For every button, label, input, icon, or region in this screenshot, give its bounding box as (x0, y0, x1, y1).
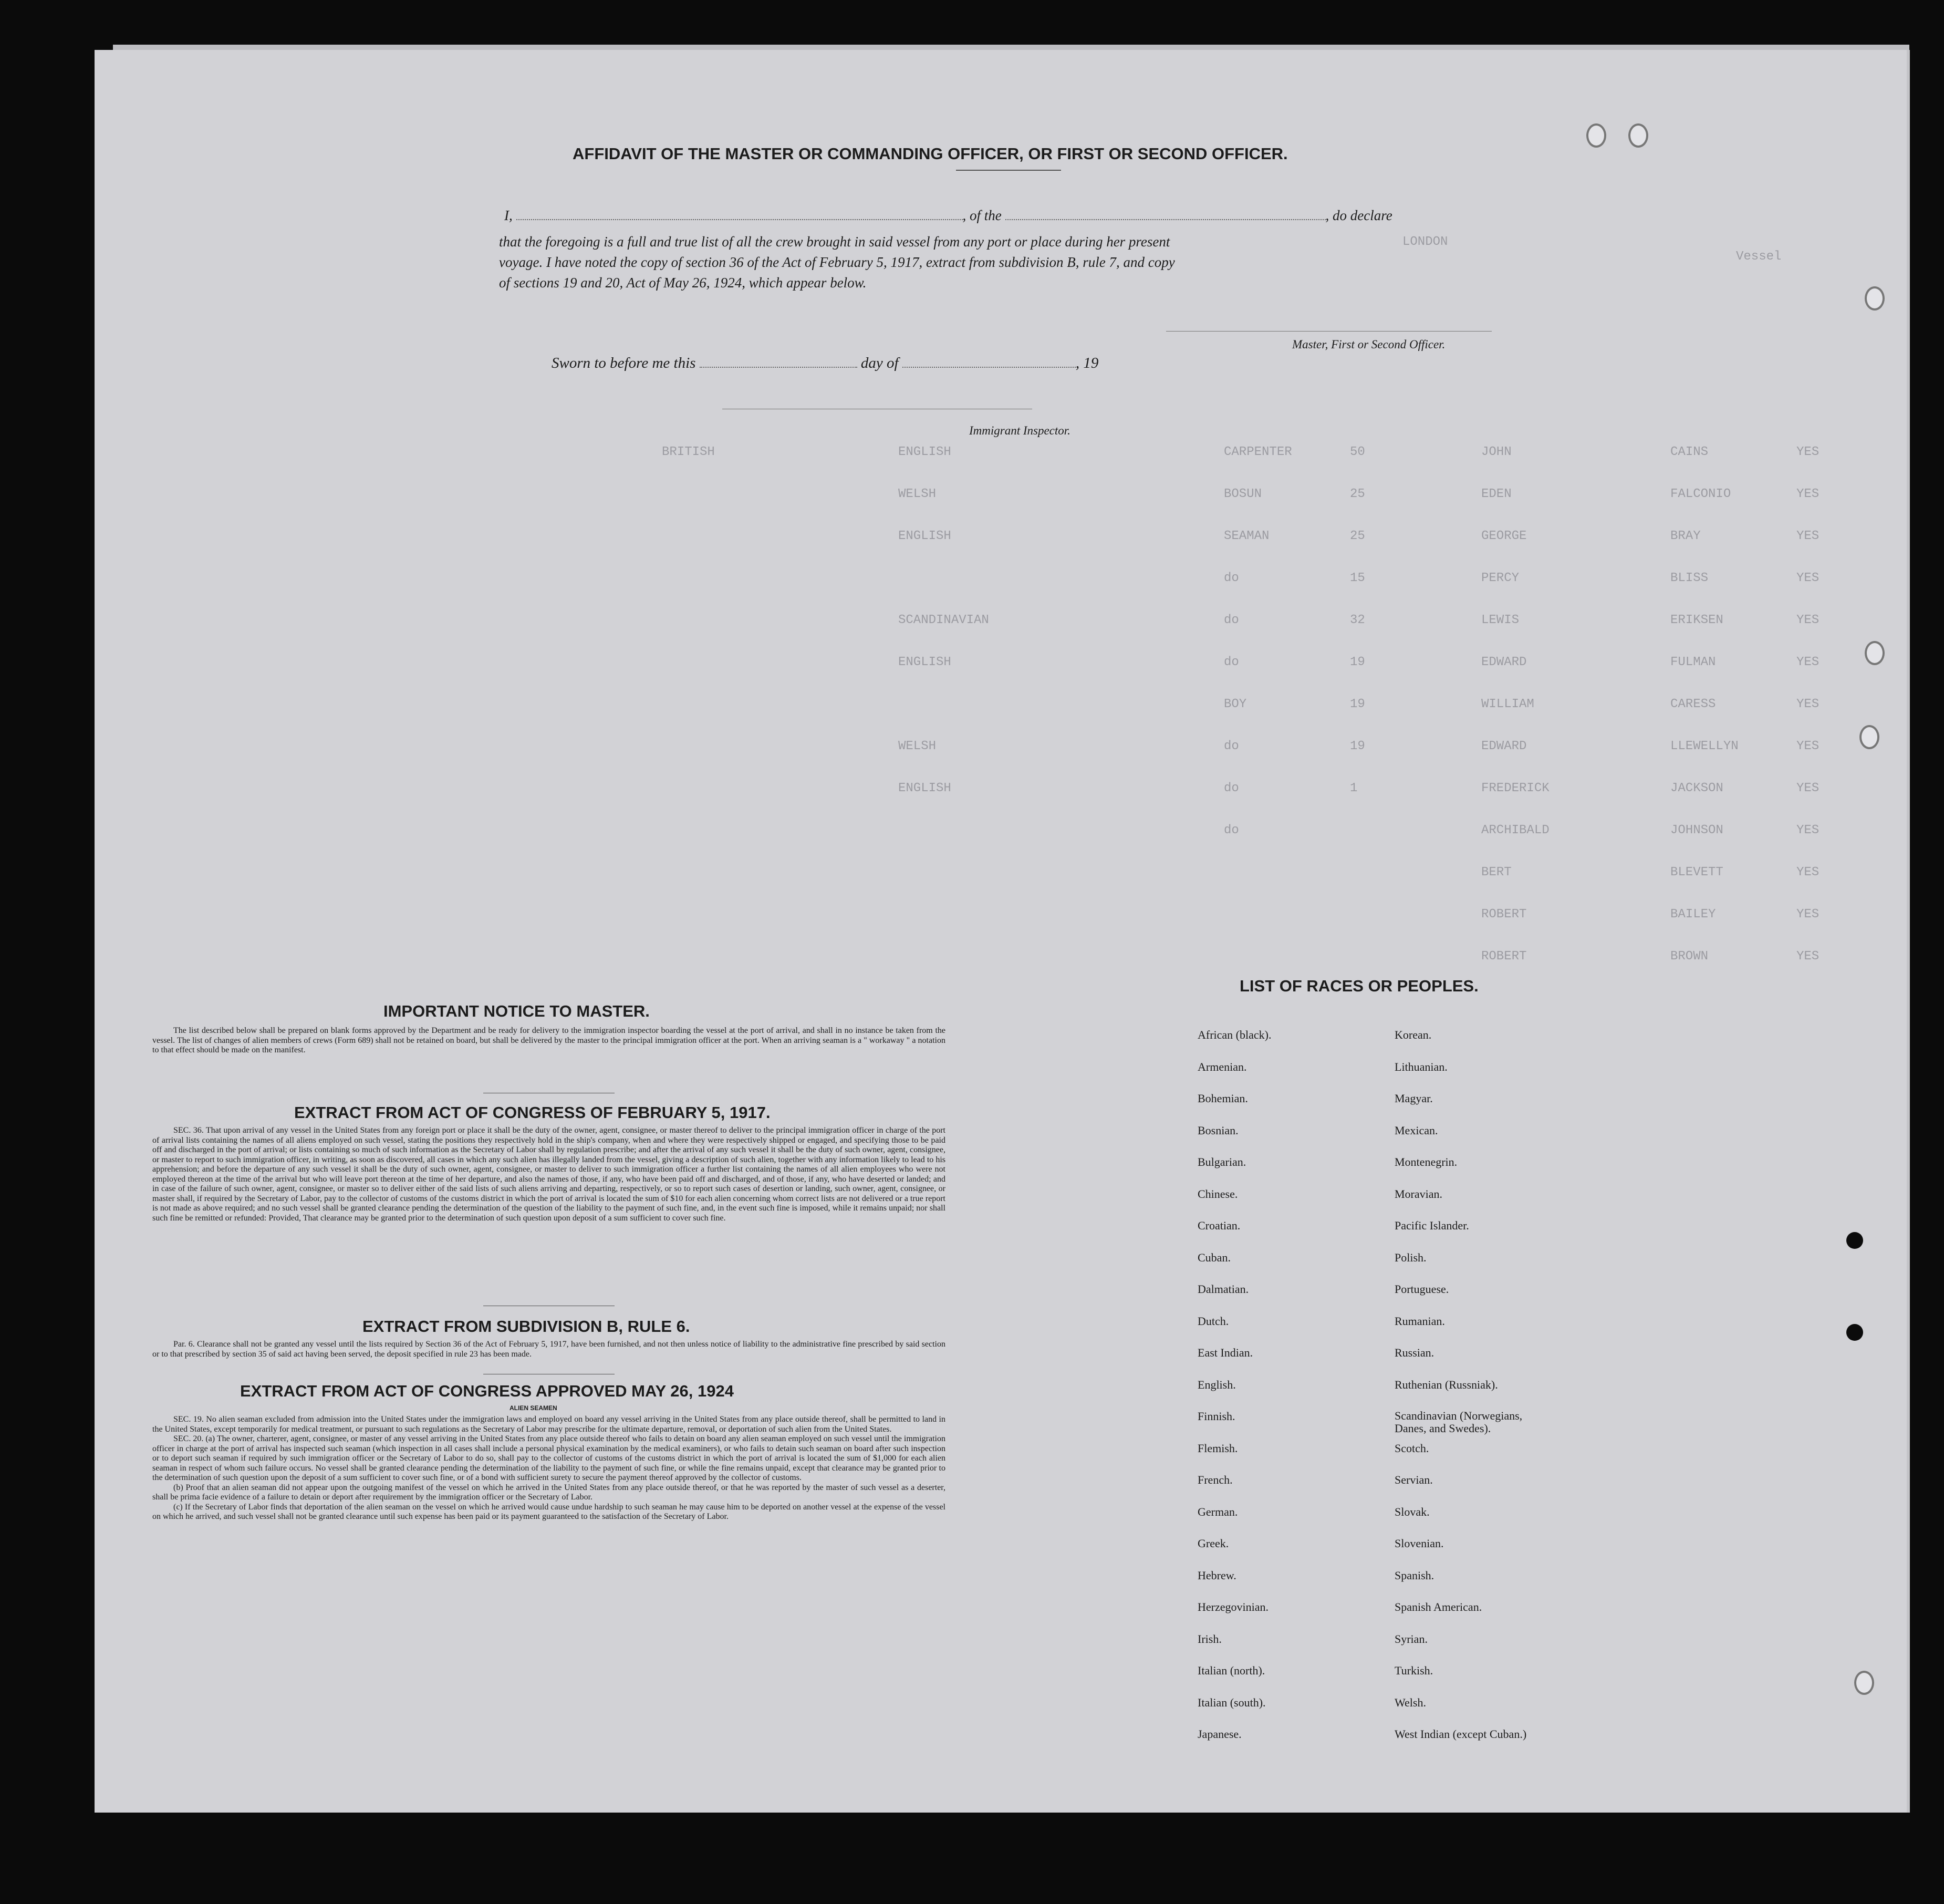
bleed-given: WILLIAM (1481, 697, 1534, 711)
bleed-ans: YES (1796, 823, 1820, 837)
race-item: Spanish. (1395, 1568, 1434, 1582)
affidavit-body (499, 232, 1175, 293)
bleed-surname: JOHNSON (1670, 823, 1723, 837)
bleed-surname: CAINS (1670, 445, 1709, 459)
sec-20c-paragraph: (c) If the Secretary of Labor finds that deportation of the alien seaman on the vessel on which he arrived would cause undue hardship to such seaman he may cause him to be deported on another vessel at the expense of the vessel on which he arrived, and such vessel shall not be granted clearance until such expense has been paid or its payment guaranteed to the satisfaction of the Secretary of Labor. (152, 1502, 945, 1521)
race-item: Cuban. (1198, 1250, 1231, 1264)
race-item: German. (1198, 1505, 1238, 1518)
bleed-surname: BAILEY (1670, 907, 1716, 922)
extract-1917-title: EXTRACT FROM ACT OF CONGRESS OF FEBRUARY 5, 1917. (294, 1103, 771, 1122)
bleed-occupation: do (1224, 823, 1239, 837)
sec-19-paragraph: SEC. 19. No alien seaman excluded from admission into the United States under the immigration laws and employed on board any vessel arriving in the United States from any place outside thereof, shall be permitted to land in the United States, except temporarily for medical treatment, or pursuant to such regulations as the Secretary of Labor may prescribe for the ultimate departure, removal, or deportation of such alien from the United States. (152, 1415, 945, 1434)
bleed-ans: YES (1796, 697, 1820, 711)
i-label: I, (504, 208, 513, 223)
bleed-race: WELSH (898, 739, 937, 753)
race-item: Servian. (1395, 1473, 1433, 1486)
bleed-surname: BROWN (1670, 949, 1709, 964)
title-divider (956, 170, 1061, 171)
bleed-race: ENGLISH (898, 445, 951, 459)
sworn-line (552, 355, 1098, 372)
bleed-race: WELSH (898, 487, 937, 501)
day-of-label: day of (860, 355, 899, 371)
bleed-race: ENGLISH (898, 655, 951, 669)
declaration-line (504, 208, 1392, 224)
notice-title: IMPORTANT NOTICE TO MASTER. (383, 1002, 650, 1020)
bleed-given: EDWARD (1481, 655, 1527, 669)
bleed-ans: YES (1796, 487, 1820, 501)
race-item: Croatian. (1198, 1219, 1241, 1232)
bleed-given: EDEN (1481, 487, 1512, 501)
affidavit-title: AFFIDAVIT OF THE MASTER OR COMMANDING OFFICER, OR FIRST OR SECOND OFFICER. (573, 144, 1288, 163)
bleed-given: ROBERT (1481, 907, 1527, 922)
master-signature-line (1166, 331, 1492, 332)
bleed-given: EDWARD (1481, 739, 1527, 753)
bleed-ans: YES (1796, 571, 1820, 585)
bleed-surname: JACKSON (1670, 781, 1723, 795)
bleed-surname: FALCONIO (1670, 487, 1731, 501)
race-item: Spanish American. (1395, 1600, 1482, 1613)
bleed-age: 19 (1350, 655, 1365, 669)
manifest-page (95, 50, 1910, 1813)
extract-1917-text (152, 1126, 945, 1223)
extract-1917-paragraph: SEC. 36. That upon arrival of any vessel in the United States from any foreign port or place it shall be the duty of the owner, agent, consignee, or master thereof to deliver to the principal immigration officer in charge of the port of arrival lists containing the names of all aliens employed on such vessel, stating the positions they respectively hold in the ship's company, when and where they were respectively shipped or engaged, and specifying those to be paid off and discharged in the port of arrival; or lists containing so much of such information as the Secretary of Labor shall by regulation prescribe; and after the arrival of any such vessel it shall be the duty of such owner, agent, consignee, or master to report to such immigration officer, in writing, as soon as discovered, all cases in which any such alien has illegally landed from the vessel, giving a description of such alien, together with any information likely to lead to his apprehension; and before the departure of any such vessel it shall be the duty of such owner, agent, consignee, or master to deliver to such immigration officer a further list containing the names of all alien employees who were not employed thereon at the time of the arrival but who will leave port thereon at the time of her departure, and also the names of those, if any, who have been paid off and discharged, and of those, if any, who have deserted or landed; and in case of the failure of such owner, agent, consignee, or master so to deliver either of the said lists of such aliens arriving and departing, respectively, or so to report such cases of desertion or landing, such owner, agent, consignee, or master shall, if required by the Secretary of Labor, pay to the collector of customs of the customs district in which the port of arrival is located the sum of $10 for each alien concerning whom correct lists are not delivered or a true report is not made as above required; and no such vessel shall be granted clearance pending the determination of the question of the liability to the payment of such fine, and, in the event such fine is imposed, while it remains unpaid; nor shall such fine be remitted or refunded: Provided, That clearance may be granted prior to the determination of such question upon deposit of a sum sufficient to cover such fine. (152, 1126, 945, 1223)
punch-hole-dark (1846, 1232, 1863, 1249)
race-item: Russian. (1395, 1346, 1434, 1359)
year-label: , 19 (1075, 355, 1099, 371)
bleed-given: GEORGE (1481, 529, 1527, 543)
bleed-surname: BLEVETT (1670, 865, 1723, 879)
bleed-race: ENGLISH (898, 781, 951, 795)
bleed-given: ARCHIBALD (1481, 823, 1550, 837)
race-item: Japanese. (1198, 1727, 1242, 1741)
sworn-month-blank (902, 367, 1076, 368)
race-item: Chinese. (1198, 1187, 1238, 1201)
race-item: Slovenian. (1395, 1537, 1444, 1550)
race-item: Bosnian. (1198, 1123, 1239, 1137)
race-item: Scotch. (1395, 1441, 1429, 1455)
notice-paragraph: The list described below shall be prepared on blank forms approved by the Department and be ready for delivery to the immigration inspector boarding the vessel at the port of arrival, and shall in no instance be taken from the vessel. The list of changes of alien members of crews (Form 689) shall not be retained on board, but shall be delivered by the master to the principal immigration officer at the port. When an arriving seaman is a " workaway " a notation to that effect should be made on the manifest. (152, 1026, 945, 1054)
punch-hole (1628, 123, 1648, 148)
bleed-occupation: do (1224, 781, 1239, 795)
bleed-ans: YES (1796, 613, 1820, 627)
notice-text (152, 1026, 945, 1056)
punch-hole (1865, 641, 1885, 665)
race-item: Lithuanian. (1395, 1060, 1448, 1073)
race-item: Korean. (1395, 1028, 1432, 1041)
bleed-ans: YES (1796, 655, 1820, 669)
bleed-surname: FULMAN (1670, 655, 1716, 669)
affidavit-body-line-3: of sections 19 and 20, Act of May 26, 1924, which appear below. (499, 275, 867, 291)
race-item: Irish. (1198, 1632, 1222, 1646)
bleed-ans: YES (1796, 865, 1820, 879)
bleed-surname: CARESS (1670, 697, 1716, 711)
race-item: Syrian. (1395, 1632, 1428, 1646)
bleed-occupation: SEAMAN (1224, 529, 1270, 543)
race-item: Scandinavian (Norwegians, Danes, and Swedes). (1395, 1409, 1523, 1435)
bleed-given: LEWIS (1481, 613, 1520, 627)
bleed-occupation: do (1224, 739, 1239, 753)
race-item: Ruthenian (Russniak). (1395, 1378, 1498, 1391)
alien-seamen-subtitle: ALIEN SEAMEN (510, 1404, 557, 1412)
extract-1924-title: EXTRACT FROM ACT OF CONGRESS APPROVED MAY 26, 1924 (240, 1382, 734, 1400)
race-item: Bulgarian. (1198, 1155, 1246, 1168)
bleed-age: 32 (1350, 613, 1365, 627)
race-item: Slovak. (1395, 1505, 1430, 1518)
bleed-race: SCANDINAVIAN (898, 613, 989, 627)
bleed-occupation: BOY (1224, 697, 1247, 711)
race-item: Bohemian. (1198, 1092, 1248, 1105)
race-item: Turkish. (1395, 1664, 1433, 1677)
bleed-given: ROBERT (1481, 949, 1527, 964)
bleed-surname: BLISS (1670, 571, 1709, 585)
bleed-ans: YES (1796, 529, 1820, 543)
sec-20a-paragraph: SEC. 20. (a) The owner, charterer, agent, consignee, or master of any vessel arriving in the United States from any place outside thereof who fails to detain on board any alien seaman employed on such vessel until the immigration officer in charge at the port of arrival has inspected such seaman (which inspection in all cases shall include a personal physical examination by the medical examiners), or who fails to detain such seaman on board after such inspection or to deport such seaman if required by such immigration officer or the Secretary of Labor to do so, shall pay to the collector of customs of the customs district in which the port of arrival is located the sum of $1,000 for each alien seaman in respect of whom such failure occurs. No vessel shall be granted clearance pending the determination of the liability to the payment of such fine, or while the fine remains unpaid, except that clearance may be granted prior to the determination of such question upon the deposit of a sum sufficient to cover such fine, or of a bond with sufficient surety to secure the payment thereof approved by the collector of customs. (152, 1434, 945, 1482)
bleed-age: 19 (1350, 739, 1365, 753)
punch-hole (1865, 286, 1885, 311)
bleed-ans: YES (1796, 949, 1820, 964)
race-item: Montenegrin. (1395, 1155, 1458, 1168)
punch-hole (1854, 1671, 1874, 1695)
race-item: African (black). (1198, 1028, 1272, 1041)
punch-hole (1859, 725, 1879, 749)
race-item: Dutch. (1198, 1314, 1229, 1328)
bleed-surname: LLEWELLYN (1670, 739, 1739, 753)
bleed-ans: YES (1796, 907, 1820, 922)
inspector-label: Immigrant Inspector. (969, 424, 1070, 437)
bleed-occupation: do (1224, 571, 1239, 585)
bleed-occupation: BOSUN (1224, 487, 1262, 501)
bleed-age: 50 (1350, 445, 1365, 459)
master-signature-label: Master, First or Second Officer. (1292, 338, 1446, 351)
bleed-given: FREDERICK (1481, 781, 1550, 795)
bleed-age: 25 (1350, 487, 1365, 501)
bleed-age: 1 (1350, 781, 1358, 795)
bleed-given: PERCY (1481, 571, 1520, 585)
race-item: Italian (north). (1198, 1664, 1265, 1677)
bleed-age: 25 (1350, 529, 1365, 543)
punch-hole-dark (1846, 1324, 1863, 1341)
bleed-ans: YES (1796, 781, 1820, 795)
bleed-given: JOHN (1481, 445, 1512, 459)
of-the-label: , of the (962, 208, 1002, 223)
race-item: Mexican. (1395, 1123, 1438, 1137)
race-item: East Indian. (1198, 1346, 1253, 1359)
race-item: Herzegovinian. (1198, 1600, 1269, 1613)
rule-6-text (152, 1340, 945, 1359)
race-item: Hebrew. (1198, 1568, 1236, 1582)
bleed-vessel-header: Vessel (1736, 250, 1782, 264)
bleed-occupation: do (1224, 613, 1239, 627)
extract-1924-text (152, 1415, 945, 1522)
race-item: Magyar. (1395, 1092, 1433, 1105)
race-item: English. (1198, 1378, 1236, 1391)
bleed-surname: ERIKSEN (1670, 613, 1723, 627)
bleed-age: 19 (1350, 697, 1365, 711)
race-item: Polish. (1395, 1250, 1427, 1264)
race-item: Flemish. (1198, 1441, 1238, 1455)
race-item: Welsh. (1395, 1695, 1426, 1709)
bleed-occupation: do (1224, 655, 1239, 669)
bleed-race: ENGLISH (898, 529, 951, 543)
bleed-ans: YES (1796, 739, 1820, 753)
race-item: French. (1198, 1473, 1233, 1486)
bleed-port: LONDON (1402, 235, 1448, 249)
race-item: Dalmatian. (1198, 1282, 1249, 1296)
sec-20b-paragraph: (b) Proof that an alien seaman did not appear upon the outgoing manifest of the vessel on which he arrived in the United States from any place outside thereof, or that he was reported by the master of such vessel as a deserter, shall be prima facie evidence of a failure to detain or deport after requirement by the immigration officer or the Secretary of Labor. (152, 1483, 945, 1502)
bleed-age: 15 (1350, 571, 1365, 585)
bleed-surname: BRAY (1670, 529, 1701, 543)
bleed-occupation: CARPENTER (1224, 445, 1292, 459)
vessel-blank (1005, 219, 1326, 220)
race-item: Portuguese. (1395, 1282, 1449, 1296)
affidavit-body-line-2: voyage. I have noted the copy of section 36 of the Act of February 5, 1917, extract from subdivision B, rule 7, and copy (499, 254, 1175, 270)
race-item: Armenian. (1198, 1060, 1247, 1073)
punch-hole (1586, 123, 1606, 148)
name-blank (516, 219, 963, 220)
race-item: Pacific Islander. (1395, 1219, 1469, 1232)
bleed-ans: YES (1796, 445, 1820, 459)
race-item: Finnish. (1198, 1410, 1235, 1423)
race-item: Greek. (1198, 1537, 1229, 1550)
bleed-place: BRITISH (662, 445, 715, 459)
race-item: Rumanian. (1395, 1314, 1445, 1328)
bleed-given: BERT (1481, 865, 1512, 879)
race-item: West Indian (except Cuban.) (1395, 1727, 1527, 1741)
affidavit-body-line-1: that the foregoing is a full and true list of all the crew brought in said vessel from any port or place during her present (499, 234, 1170, 250)
race-item: Moravian. (1395, 1187, 1443, 1201)
sworn-label: Sworn to before me this (552, 355, 696, 371)
rule-6-title: EXTRACT FROM SUBDIVISION B, RULE 6. (362, 1317, 690, 1336)
declare-label: , do declare (1325, 208, 1392, 223)
rule-6-paragraph: Par. 6. Clearance shall not be granted any vessel until the lists required by Section 36 of the Act of February 5, 1917, have been furnished, and not then unless notice of liability to the administrative fine prescribed by said section or to that prescribed by section 35 of said act having been served, the deposit specified in rule 23 has been made. (152, 1340, 945, 1359)
race-item: Italian (south). (1198, 1695, 1266, 1709)
sworn-day-blank (700, 367, 857, 368)
races-title: LIST OF RACES OR PEOPLES. (1240, 977, 1479, 995)
